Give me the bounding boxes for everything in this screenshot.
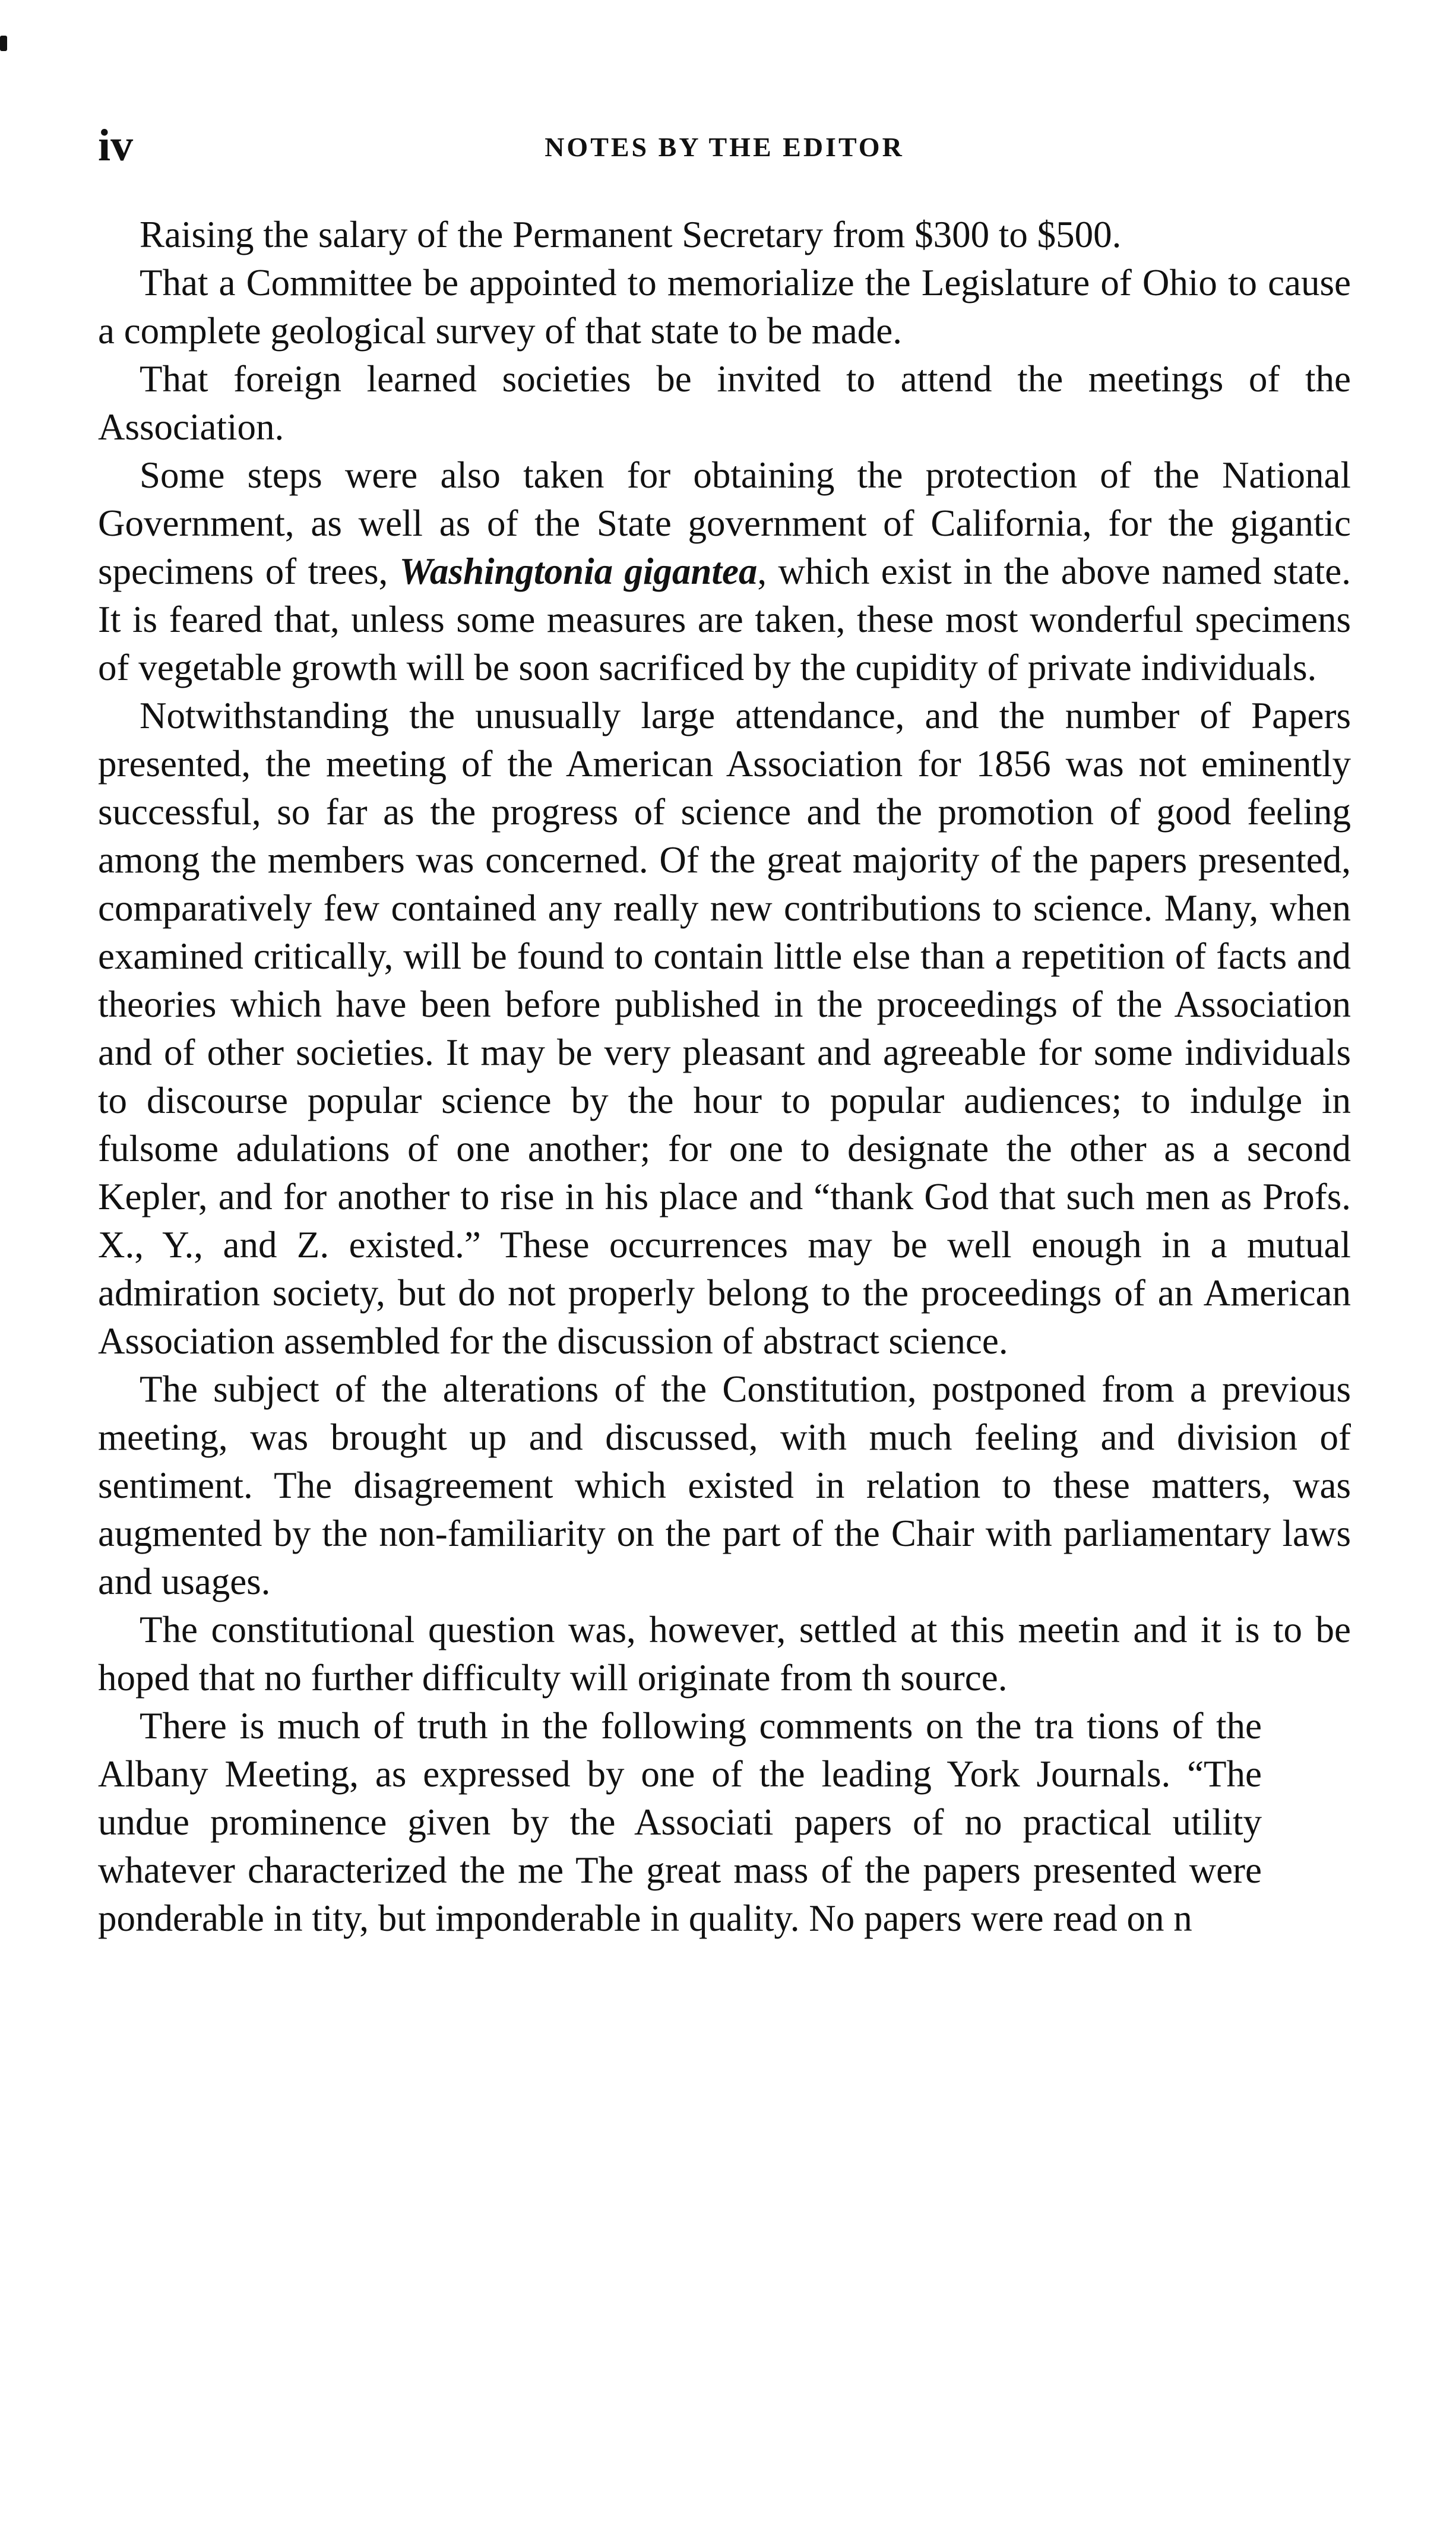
running-title: NOTES BY THE EDITOR <box>545 132 904 162</box>
body-text <box>98 211 1351 1943</box>
paragraph-meeting-critique: Notwithstanding the unusually large attendance, and the number of Papers presented, the meeting of the American Association for 1856 was not eminently successful, so far as the progress of science and the promotion of good feeling among the members was concerned. Of the great majority of the papers presented, comparatively few contained any really new contributions to science. Many, when examined critically, will be found to contain little else than a repetition of facts and theories which have been before published in the proceedings of the Association and of other societies. It may be very pleasant and agreeable for some individuals to discourse popular science by the hour to popular audiences; to indulge in fulsome adulations of one another; for one to designate the other as a second Kepler, and for another to rise in his place and “thank God that such men as Profs. X., Y., and Z. existed.” These occurrences may be well enough in a mutual admiration society, but do not properly belong to the proceedings of an American Association assembled for the discussion of abstract science. <box>98 695 1351 1362</box>
paragraph-foreign-societies: That foreign learned societies be invited to attend the meetings of the Association. <box>98 358 1351 448</box>
paragraph-albany-comments: There is much of truth in the following comments on the tra tions of the Albany Meeting, as expressed by one of the leading York Journals. “The undue prominence given by the Associati papers of no practical utility whatever characterized the me The great mass of the papers presented were ponderable in tity, but imponderable in quality. No papers were read on n <box>98 1705 1262 1939</box>
paragraph-protection-of-trees <box>98 451 1351 692</box>
paragraph-constitution: The subject of the alterations of the Constitution, postponed from a previous meeting, was brought up and discussed, with much feeling and division of sentiment. The disagreement which existed in relation to these matters, was augmented by the non-familiarity on the part of the Chair with parliamentary laws and usages. <box>98 1368 1351 1602</box>
page-number: iv <box>98 121 134 170</box>
paragraph-constitutional-question: The constitutional question was, however, settled at this meetin and it is to be hoped that no further difficulty will originate from th source. <box>98 1609 1351 1699</box>
paragraph-text: , which exist in the above named state. It is feared that, unless some measures are taken, these most wonderful specimens of vegetable growth will be soon sacrificed by the cupidity of private individuals. <box>98 551 1351 688</box>
running-head <box>98 119 1351 172</box>
page-edge-mark <box>0 36 7 51</box>
species-name: Washingtonia gigantea <box>399 551 758 592</box>
paragraph-ohio-survey: That a Committee be appointed to memorialize the Legislature of Ohio to cause a complete geological survey of that state to be made. <box>98 262 1351 352</box>
paragraph-text: Some steps were also taken for obtaining the protection of the National Government, as well as of the State government of California, for the gigantic specimens of trees, <box>98 454 1351 592</box>
paragraph-salary: Raising the salary of the Permanent Secretary from $300 to $500. <box>140 214 1122 255</box>
